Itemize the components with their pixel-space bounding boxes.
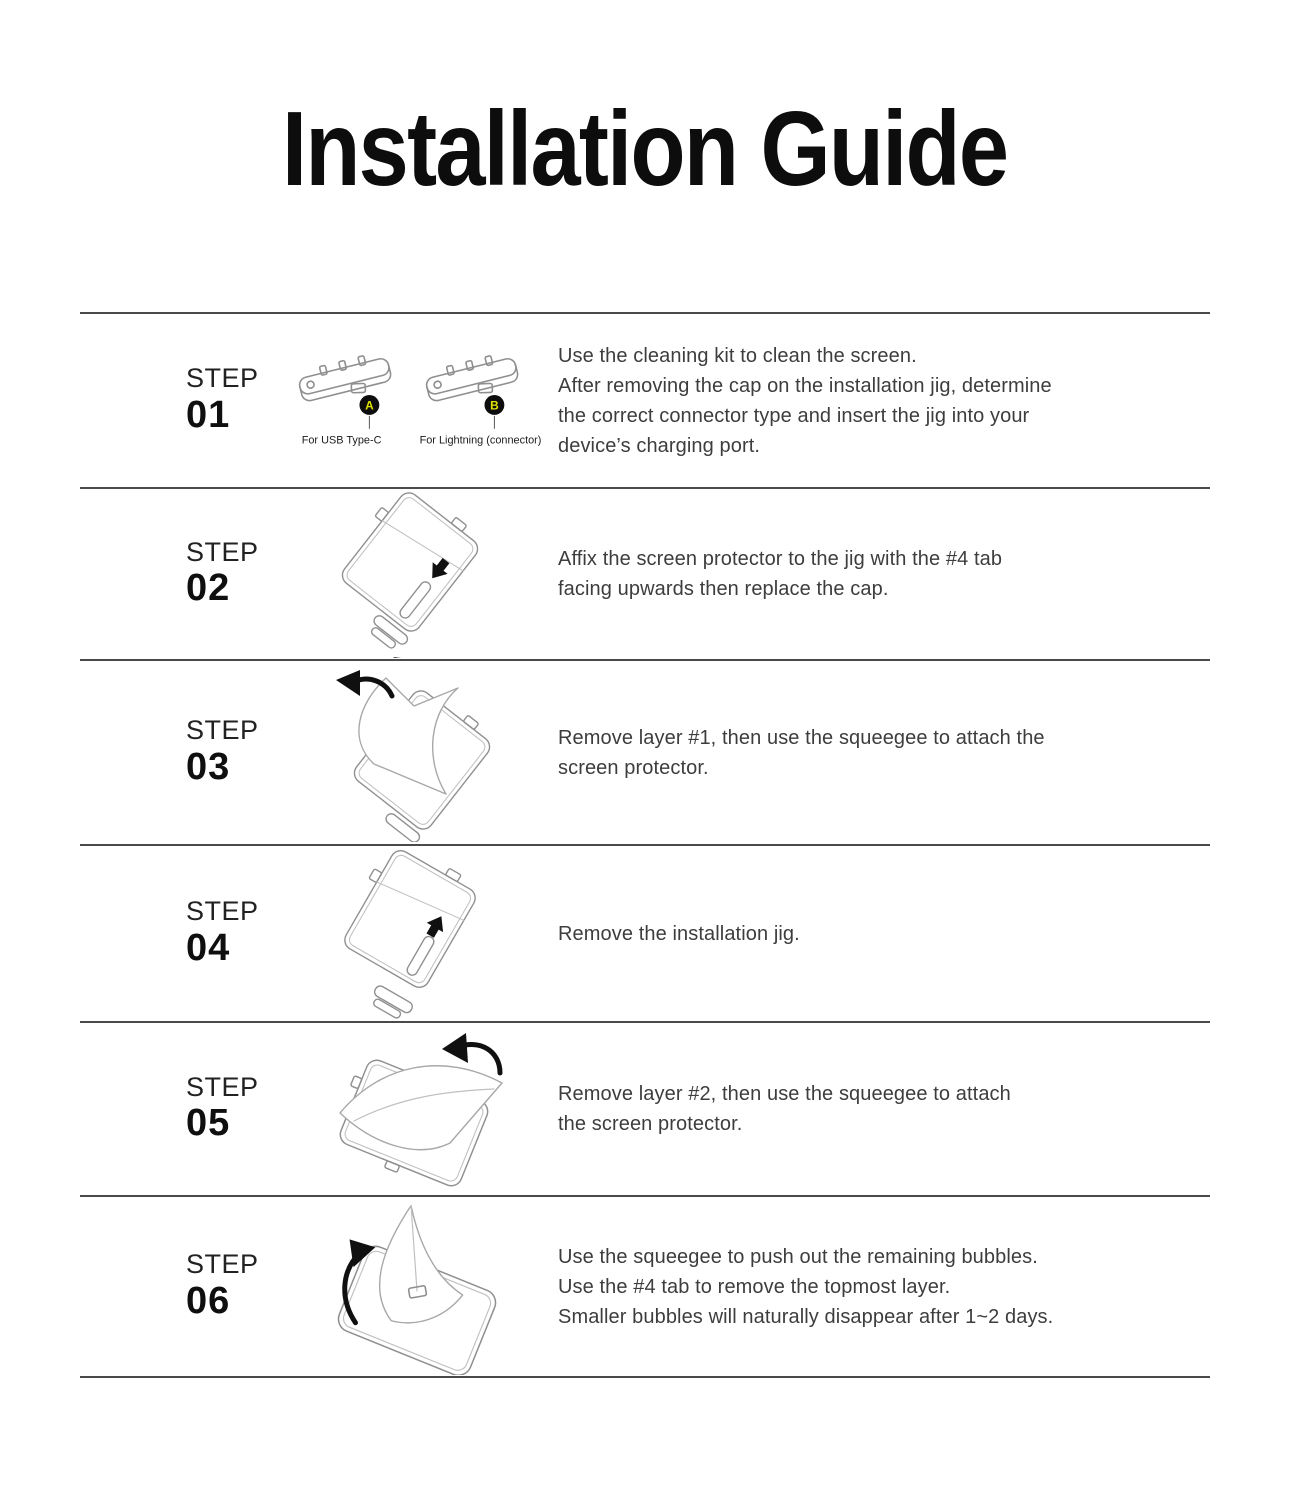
- step-word: STEP: [186, 896, 259, 927]
- step-word: STEP: [186, 363, 259, 394]
- step-word: STEP: [186, 715, 259, 746]
- step-03-label: [186, 716, 290, 788]
- step-06-text: [558, 1242, 1210, 1332]
- text-line: Remove layer #1, then use the squeegee to attach the: [558, 726, 1045, 749]
- step-word: STEP: [186, 1249, 259, 1280]
- step-number: 01: [186, 393, 231, 436]
- tablet-drawing: [307, 849, 504, 1019]
- step-word: STEP: [186, 536, 259, 567]
- tablet-drawing: [307, 490, 504, 658]
- step-03-illustration: [290, 664, 548, 842]
- badge-a-letter: A: [365, 397, 374, 412]
- page-title: Installation Guide: [282, 89, 1008, 208]
- text-line: After removing the cap on the installation jig, determine: [558, 374, 1052, 397]
- text-line: Use the squeegee to push out the remaining bubbles.: [558, 1245, 1038, 1268]
- text-line: Smaller bubbles will naturally disappear after 1~2 days.: [558, 1305, 1054, 1328]
- usb-c-caption: For USB Type-C: [301, 434, 382, 447]
- topmost-layer: [380, 1205, 463, 1322]
- step-04-text: [558, 919, 1210, 949]
- affix-protector-diagram: [294, 490, 544, 658]
- step-number: 02: [186, 567, 231, 610]
- step-row-02: [80, 487, 1210, 659]
- curved-arrow-head: [442, 1033, 468, 1063]
- final-peel-diagram: [290, 1199, 548, 1375]
- step-01-illustration: [290, 343, 548, 459]
- step-row-03: [80, 659, 1210, 844]
- step-number: 03: [186, 745, 231, 788]
- step-02-label: [186, 538, 290, 610]
- page-header: [0, 0, 1290, 312]
- step-01-label: [186, 364, 290, 436]
- remove-layer1-diagram: [294, 664, 544, 842]
- peeling-film: [359, 678, 458, 794]
- step-05-label: [186, 1073, 290, 1145]
- usb-c-jig-drawing: [296, 350, 393, 407]
- text-line: the screen protector.: [558, 1113, 743, 1135]
- text-line: Remove the installation jig.: [558, 922, 800, 945]
- text-line: Use the #4 tab to remove the topmost layer.: [558, 1275, 951, 1298]
- step-row-05: [80, 1021, 1210, 1195]
- step-06-label: [186, 1250, 290, 1322]
- step-number: 06: [186, 1279, 231, 1322]
- lightning-caption: For Lightning (connector): [419, 434, 542, 447]
- step-number: 04: [186, 926, 231, 969]
- step-04-illustration: [290, 849, 548, 1019]
- text-line: the correct connector type and insert the jig into your: [558, 404, 1030, 427]
- step-06-illustration: [290, 1199, 548, 1375]
- step-05-text: [558, 1079, 1210, 1139]
- remove-layer2-diagram: [294, 1025, 544, 1193]
- steps-list: [80, 312, 1210, 1378]
- step-row-04: [80, 844, 1210, 1021]
- text-line: Remove layer #2, then use the squeegee to attach: [558, 1083, 1011, 1105]
- arrow-up-icon: [422, 911, 450, 940]
- step-row-01: [80, 312, 1210, 487]
- curved-arrow-head: [336, 670, 360, 696]
- step-04-label: [186, 897, 290, 969]
- badge-b-letter: B: [490, 397, 499, 412]
- text-line: facing upwards then replace the cap.: [558, 578, 889, 600]
- text-line: device’s charging port.: [558, 434, 761, 457]
- step-03-text: [558, 723, 1210, 783]
- step-word: STEP: [186, 1071, 259, 1102]
- arrow-down-icon: [425, 555, 454, 584]
- text-line: Use the cleaning kit to clean the screen.: [558, 344, 917, 367]
- text-line: Affix the screen protector to the jig with the #4 tab: [558, 548, 1003, 570]
- jig-connector-diagram: [290, 343, 548, 459]
- step-number: 05: [186, 1102, 231, 1145]
- lightning-jig-drawing: [423, 350, 520, 407]
- arrow-insert-icon: [387, 650, 416, 658]
- remove-jig-diagram: [294, 849, 544, 1019]
- step-01-text: [558, 341, 1210, 461]
- step-02-illustration: [290, 490, 548, 658]
- text-line: screen protector.: [558, 756, 709, 779]
- step-05-illustration: [290, 1025, 548, 1193]
- step-02-text: [558, 544, 1210, 604]
- step-row-06: [80, 1195, 1210, 1378]
